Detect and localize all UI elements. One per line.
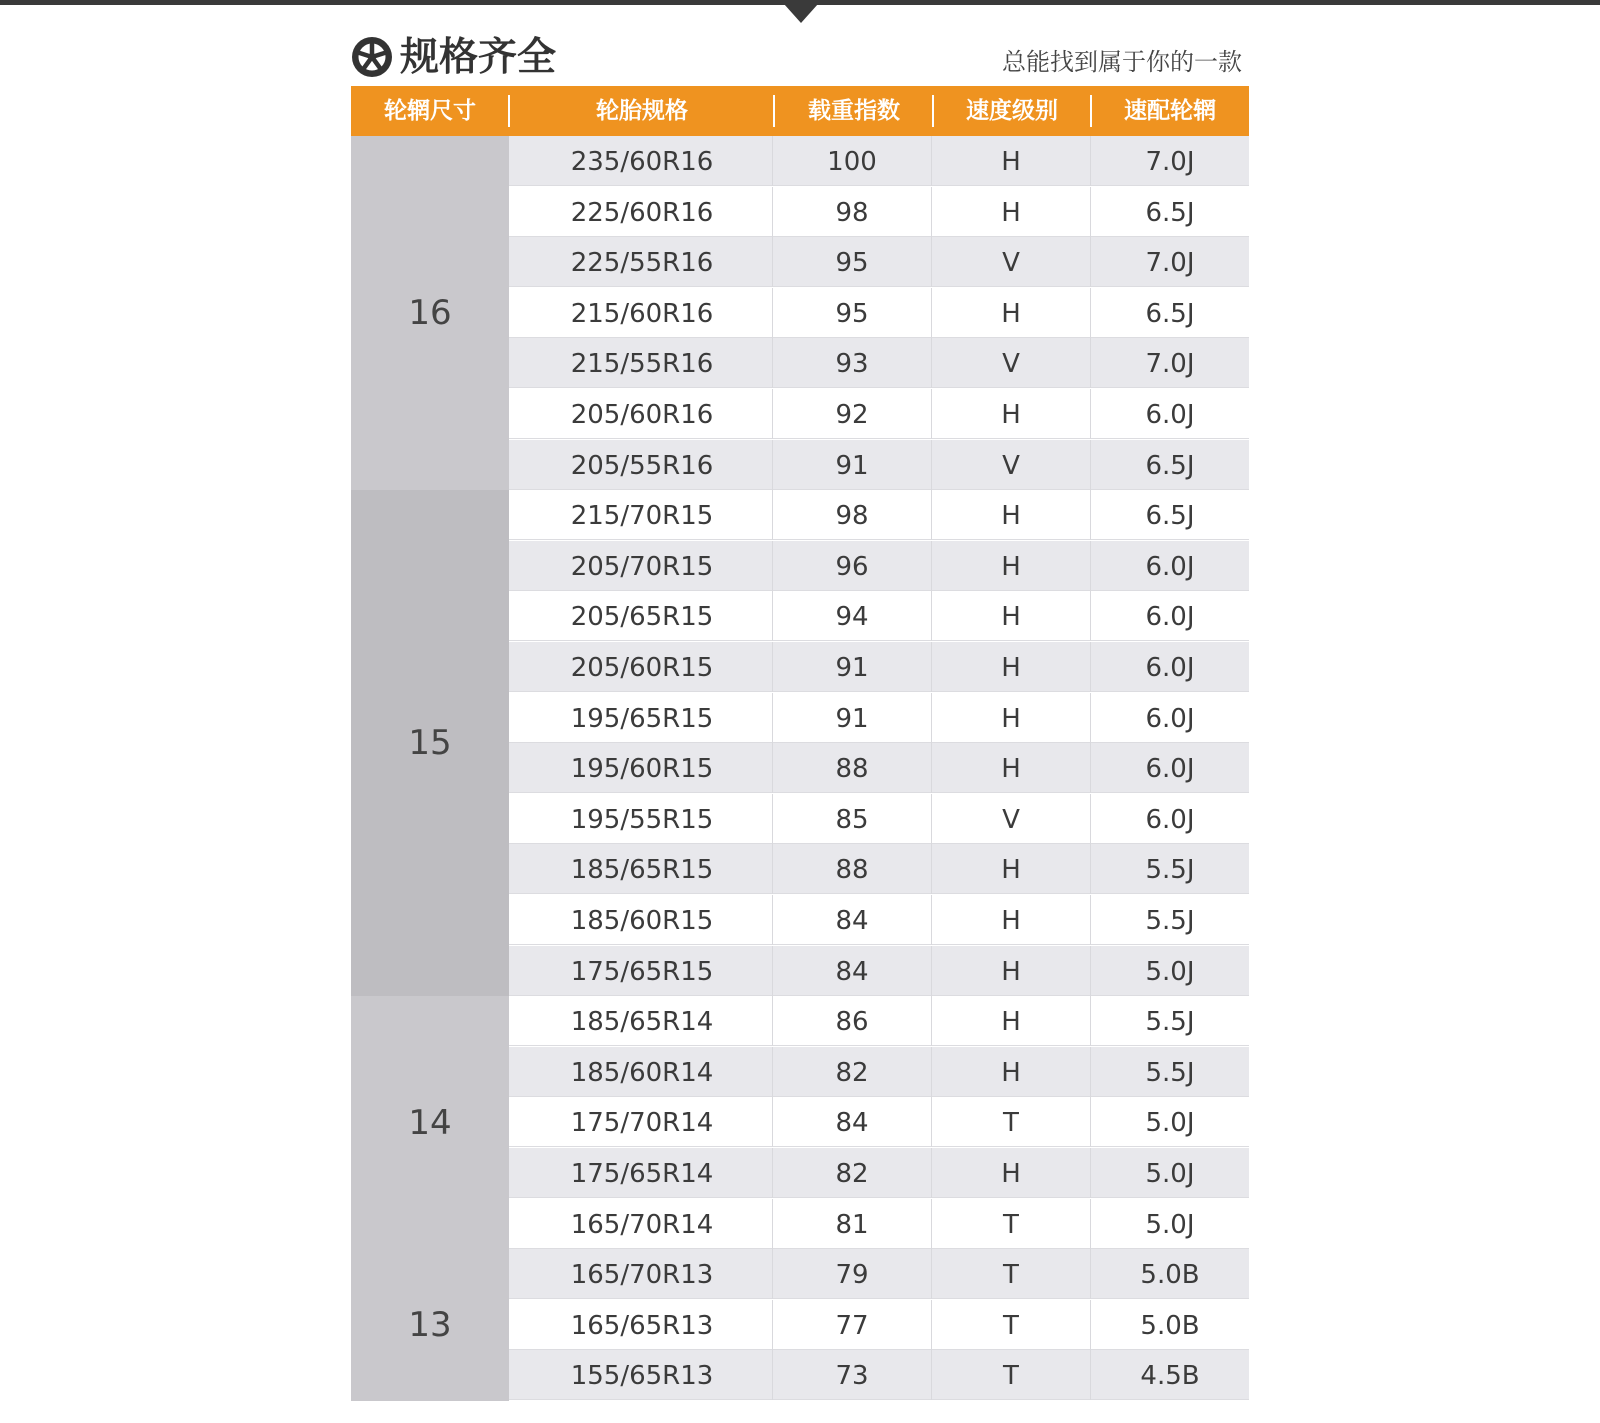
tire-spec-cell: 195/65R15	[570, 703, 714, 734]
tire-wheel-icon	[351, 36, 393, 78]
speed-rating-cell: H	[1001, 703, 1021, 734]
tire-spec-cell: 225/60R16	[570, 197, 714, 228]
matching-rim-cell: 6.0J	[1145, 551, 1195, 582]
load-index-cell: 86	[835, 1007, 869, 1038]
load-index-cell: 82	[835, 1057, 869, 1088]
matching-rim-cell: 6.0J	[1145, 804, 1195, 835]
table-row	[509, 1047, 1249, 1097]
rim-size-label: 15	[408, 723, 452, 764]
rim-size-label: 16	[408, 293, 452, 334]
header-matching-rim: 速配轮辋	[1124, 98, 1216, 124]
load-index-cell: 79	[835, 1260, 869, 1291]
matching-rim-cell: 5.0J	[1145, 1159, 1195, 1189]
table-row	[509, 136, 1249, 186]
matching-rim-cell: 6.5J	[1145, 450, 1195, 481]
load-index-cell: 84	[835, 906, 869, 936]
load-index-cell: 88	[835, 754, 869, 785]
speed-rating-cell: H	[1001, 147, 1021, 177]
speed-rating-cell: H	[1001, 602, 1021, 633]
table-row	[509, 541, 1249, 591]
speed-rating-cell: V	[1002, 450, 1020, 481]
speed-rating-cell: H	[1001, 400, 1021, 430]
tire-spec-cell: 165/65R13	[570, 1310, 714, 1341]
matching-rim-cell: 5.0J	[1145, 956, 1195, 987]
table-row	[509, 743, 1249, 793]
table-row	[509, 237, 1249, 287]
speed-rating-cell: H	[1001, 956, 1021, 987]
load-index-cell: 96	[835, 551, 869, 582]
tire-spec-cell: 205/70R15	[570, 551, 714, 582]
speed-rating-cell: H	[1001, 1159, 1021, 1189]
matching-rim-cell: 6.0J	[1145, 602, 1195, 633]
matching-rim-cell: 5.0J	[1145, 1209, 1195, 1240]
header-load-index: 载重指数	[808, 98, 900, 124]
tire-spec-cell: 225/55R16	[570, 248, 714, 279]
load-index-cell: 98	[835, 197, 869, 228]
table-row	[509, 440, 1249, 490]
speed-rating-cell: T	[1003, 1108, 1019, 1139]
matching-rim-cell: 7.0J	[1145, 349, 1195, 380]
tire-spec-cell: 185/60R14	[570, 1057, 714, 1088]
table-row	[509, 1300, 1249, 1350]
table-row	[509, 1199, 1249, 1249]
speed-rating-cell: H	[1001, 754, 1021, 785]
matching-rim-cell: 5.5J	[1145, 1057, 1195, 1088]
load-index-cell: 95	[835, 248, 869, 279]
tire-spec-cell: 165/70R14	[570, 1209, 714, 1240]
table-row	[509, 895, 1249, 945]
speed-rating-cell: H	[1001, 1007, 1021, 1038]
tire-spec-cell: 195/55R15	[570, 804, 714, 835]
top-notch-arrow	[784, 4, 818, 23]
load-index-cell: 91	[835, 653, 869, 683]
tire-spec-cell: 155/65R13	[570, 1361, 714, 1392]
rim-size-group	[351, 996, 509, 1249]
rim-size-group	[351, 490, 509, 996]
speed-rating-cell: T	[1003, 1310, 1019, 1341]
table-row	[509, 1148, 1249, 1198]
load-index-cell: 91	[835, 703, 869, 734]
speed-rating-cell: H	[1001, 197, 1021, 228]
matching-rim-cell: 5.0J	[1145, 1108, 1195, 1139]
load-index-cell: 98	[835, 501, 869, 532]
tire-spec-cell: 205/65R15	[570, 602, 714, 633]
table-row	[509, 844, 1249, 894]
speed-rating-cell: H	[1001, 653, 1021, 683]
speed-rating-cell: T	[1003, 1260, 1019, 1291]
tire-spec-cell: 195/60R15	[570, 754, 714, 785]
table-row	[509, 1097, 1249, 1147]
tire-spec-cell: 185/65R15	[570, 855, 714, 886]
speed-rating-cell: T	[1003, 1361, 1019, 1392]
table-body	[351, 136, 1249, 1401]
matching-rim-cell: 6.0J	[1145, 703, 1195, 734]
tire-spec-cell: 175/65R14	[570, 1159, 714, 1189]
matching-rim-cell: 5.5J	[1145, 1007, 1195, 1038]
matching-rim-cell: 5.5J	[1145, 906, 1195, 936]
load-index-cell: 92	[835, 400, 869, 430]
matching-rim-cell: 6.5J	[1145, 501, 1195, 532]
speed-rating-cell: H	[1001, 298, 1021, 329]
matching-rim-cell: 7.0J	[1145, 248, 1195, 279]
table-row	[509, 996, 1249, 1046]
table-row	[509, 794, 1249, 844]
load-index-cell: 77	[835, 1310, 869, 1341]
tire-spec-cell: 185/60R15	[570, 906, 714, 936]
table-row	[509, 389, 1249, 439]
matching-rim-cell: 5.5J	[1145, 855, 1195, 886]
matching-rim-cell: 5.0B	[1140, 1260, 1200, 1291]
speed-rating-cell: H	[1001, 855, 1021, 886]
load-index-cell: 82	[835, 1159, 869, 1189]
table-row	[509, 1249, 1249, 1299]
matching-rim-cell: 6.0J	[1145, 400, 1195, 430]
tire-spec-cell: 175/65R15	[570, 956, 714, 987]
header-tire-spec: 轮胎规格	[596, 98, 688, 124]
load-index-cell: 81	[835, 1209, 869, 1240]
table-row	[509, 187, 1249, 237]
rim-size-group	[351, 136, 509, 490]
load-index-cell: 91	[835, 450, 869, 481]
table-row	[509, 1350, 1249, 1400]
speed-rating-cell: V	[1002, 349, 1020, 380]
load-index-cell: 100	[827, 147, 877, 177]
tire-spec-cell: 205/55R16	[570, 450, 714, 481]
tire-spec-cell: 185/65R14	[570, 1007, 714, 1038]
table-row	[509, 946, 1249, 996]
matching-rim-cell: 6.0J	[1145, 754, 1195, 785]
load-index-cell: 93	[835, 349, 869, 380]
tire-spec-cell: 215/55R16	[570, 349, 714, 380]
table-header	[351, 86, 1249, 136]
matching-rim-cell: 6.5J	[1145, 197, 1195, 228]
load-index-cell: 73	[835, 1361, 869, 1392]
table-row	[509, 338, 1249, 388]
tire-spec-cell: 205/60R16	[570, 400, 714, 430]
speed-rating-cell: V	[1002, 248, 1020, 279]
matching-rim-cell: 6.0J	[1145, 653, 1195, 683]
rim-size-group	[351, 1249, 509, 1401]
load-index-cell: 84	[835, 956, 869, 987]
table-row	[509, 642, 1249, 692]
speed-rating-cell: H	[1001, 501, 1021, 532]
header-rim-size: 轮辋尺寸	[384, 98, 476, 124]
tire-spec-cell: 205/60R15	[570, 653, 714, 683]
table-row	[509, 288, 1249, 338]
speed-rating-cell: V	[1002, 804, 1020, 835]
table-row	[509, 490, 1249, 540]
tire-spec-cell: 235/60R16	[570, 147, 714, 177]
load-index-cell: 85	[835, 804, 869, 835]
matching-rim-cell: 7.0J	[1145, 147, 1195, 177]
speed-rating-cell: H	[1001, 906, 1021, 936]
page-subtitle: 总能找到属于你的一款	[1002, 48, 1242, 76]
tire-spec-cell: 175/70R14	[570, 1108, 714, 1139]
matching-rim-cell: 4.5B	[1140, 1361, 1200, 1392]
load-index-cell: 84	[835, 1108, 869, 1139]
matching-rim-cell: 5.0B	[1140, 1310, 1200, 1341]
speed-rating-cell: H	[1001, 1057, 1021, 1088]
matching-rim-cell: 6.5J	[1145, 298, 1195, 329]
load-index-cell: 88	[835, 855, 869, 886]
rim-size-label: 14	[408, 1102, 452, 1143]
table-row	[509, 693, 1249, 743]
load-index-cell: 95	[835, 298, 869, 329]
load-index-cell: 94	[835, 602, 869, 633]
speed-rating-cell: T	[1003, 1209, 1019, 1240]
page-title: 规格齐全	[400, 35, 557, 80]
rim-size-label: 13	[408, 1305, 452, 1346]
header-speed-rating: 速度级别	[966, 98, 1058, 124]
tire-spec-cell: 215/60R16	[570, 298, 714, 329]
table-row	[509, 591, 1249, 641]
tire-spec-cell: 215/70R15	[570, 501, 714, 532]
speed-rating-cell: H	[1001, 551, 1021, 582]
tire-spec-cell: 165/70R13	[570, 1260, 714, 1291]
